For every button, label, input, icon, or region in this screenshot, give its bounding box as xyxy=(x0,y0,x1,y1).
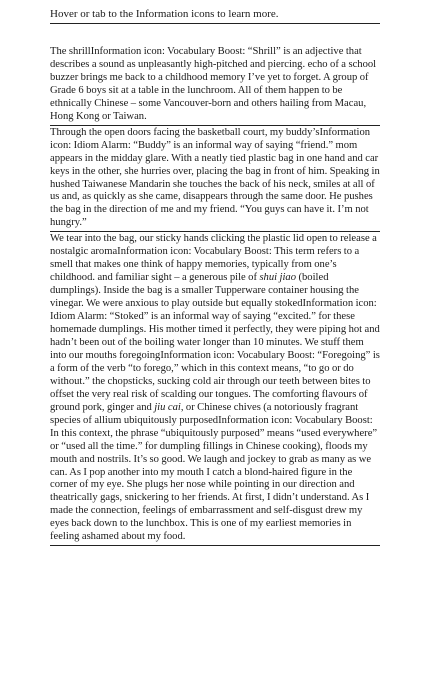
text-segment: (boiled dumplings). Inside the bag is a smaller Tupperware container housing the vinegar. We were anxious to play outside but equally stokedInformation icon: Idiom Alarm: “Stoked” is an informal way of saying “excited.” for these homemade dumplings. His mother timed it perfectly, they were piping hot and hadn’t been out of the boiling water longer than 10 minutes. We stuff them into our mouths foregoingInformation icon: Vocabulary Boost: “Foregoing” is a form of the verb “to forego,” which in this context means, “to go or do without.” the chopsticks, sucking cold air through our teeth between bites to offset the very real risk of scalding our tongues. The comforting flavours of ground pork, ginger and xyxy=(50,272,380,413)
paragraph-1 xyxy=(50,46,380,126)
text-segment: , or Chinese chives (a notoriously fragrant species of allium ubiquitously purposedInformation icon: Vocabulary Boost: In this context, the phrase “ubiquitously purposed” means “used everywhere” or “used all the time.” for dumpling fillings in Chinese cooking), floods my mouth and nostrils. It’s so good. We laugh and jockey to grab as many as we can. As I pop another into my mouth I catch a blond-haired figure in the corner of my eye. She plugs her nose while pointing in our direction and theatrically gags, snickering to her friends. At first, I didn’t understand. As I made the connection, feelings of embarrassment and self-disgust drew my eyes back down to the lunchbox. This is one of my earliest memories in feeling ashamed about my food. xyxy=(50,401,378,543)
text-segment: The shrillInformation icon: Vocabulary Boost: “Shrill” is an adjective that describes a sound as unpleasantly high-pitched and piercing. echo of a school buzzer brings me back to a childhood memory I’ve yet to forget. A group of Grade 6 boys sit at a table in the lunchroom. All of them happen to be ethnically Chinese – some Vancouver-born and others hailing from Macau, Hong Kong or Taiwan. xyxy=(50,46,377,122)
article-body xyxy=(50,46,380,546)
paragraph-3 xyxy=(50,233,380,546)
instruction-text: Hover or tab to the Information icons to learn more. xyxy=(50,8,380,24)
text-segment: Through the open doors facing the basketball court, my buddy’sInformation icon: Idiom Alarm: “Buddy” is an informal way of saying “friend.” mom appears in the midday glare. With a neatly tied plastic bag in one hand and car keys in the other, she hurries over, placing the bag in front of him. Speaking in hushed Taiwanese Mandarin she touches the back of his neck, smiles at all of us and, as quickly as she came, disappears through the same door. He pushes the bag in the direction of me and my friend. “You guys can have it. I’m not hungry.” xyxy=(50,126,380,229)
italic-term: jiu cai xyxy=(154,401,181,413)
italic-term: shui jiao xyxy=(259,272,297,284)
paragraph-2 xyxy=(50,127,380,233)
text-segment: We tear into the bag, our sticky hands clicking the plastic lid open to release a nostalgic aromaInformation icon: Vocabulary Boost: This term refers to a smell that makes one think of happy memories, typically from one’s childhood. and familiar sight – a generous pile of xyxy=(50,233,377,284)
